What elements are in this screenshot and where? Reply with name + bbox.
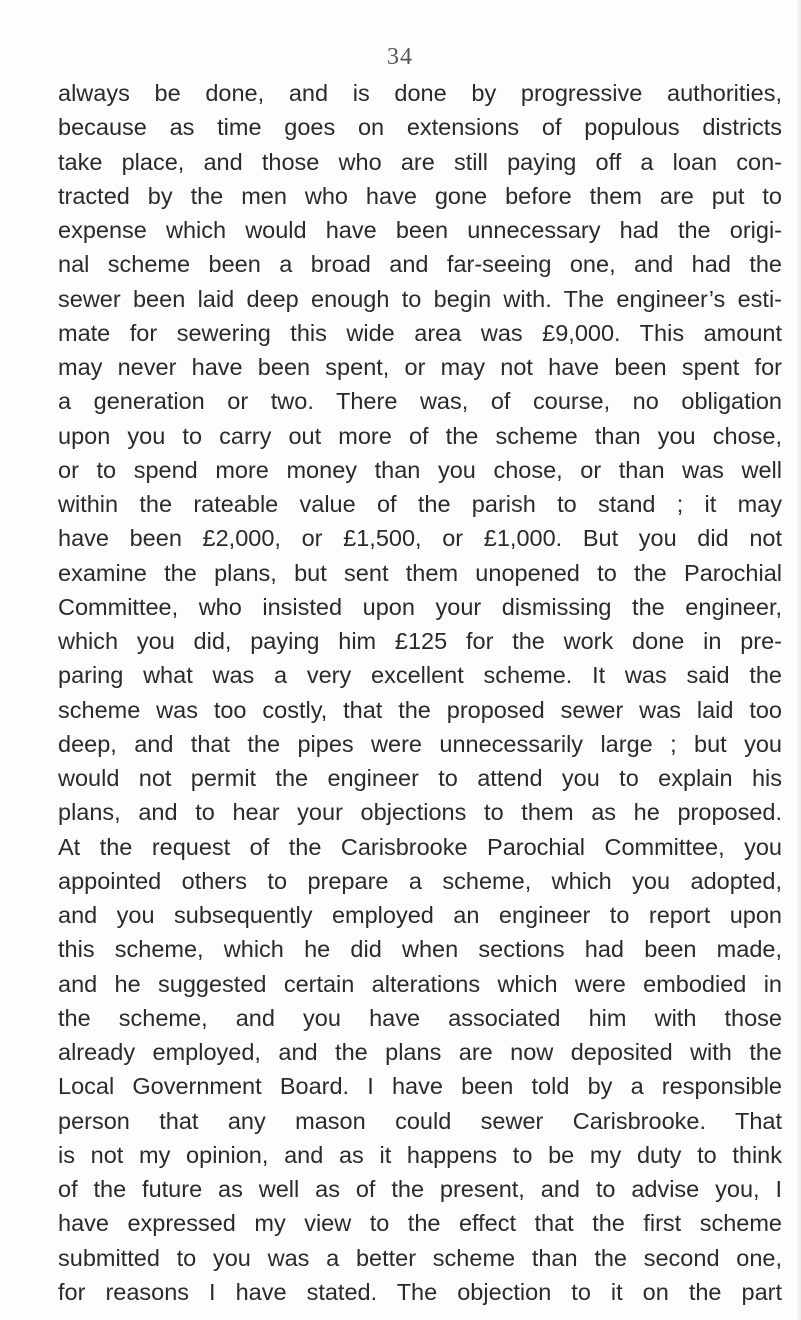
body-text <box>58 76 782 1309</box>
text-line: may never have been spent, or may not have been spent for <box>58 354 782 380</box>
text-line: and he suggested certain alterations which were embodied in <box>58 970 782 997</box>
text-line: plans, and to hear your objections to them as he proposed. <box>58 799 782 826</box>
text-line: take place, and those who are still paying off a loan con- <box>58 148 782 175</box>
text-line: would not permit the engineer to attend you to explain his <box>58 765 782 791</box>
text-line: submitted to you was a better scheme than the second one, <box>58 1244 782 1271</box>
page-number: 34 <box>387 44 413 70</box>
text-line: have expressed my view to the effect that the first scheme <box>58 1210 782 1237</box>
text-line: because as time goes on extensions of populous districts <box>58 114 782 141</box>
text-line: which you did, paying him £125 for the work done in pre- <box>58 628 782 654</box>
text-line: is not my opinion, and as it happens to be my duty to think <box>58 1141 782 1168</box>
text-line: already employed, and the plans are now deposited with the <box>58 1039 782 1065</box>
text-line: person that any mason could sewer Carisbrooke. That <box>58 1107 782 1134</box>
text-line: tracted by the men who have gone before them are put to <box>58 182 782 209</box>
text-line: Committee, who insisted upon your dismissing the engineer, <box>58 593 782 620</box>
text-line: and you subsequently employed an engineer to report upon <box>58 902 782 928</box>
text-line: of the future as well as of the present, and to advise you, I <box>58 1176 782 1202</box>
text-line: mate for sewering this wide area was £9,000. This amount <box>58 319 782 346</box>
text-line: a generation or two. There was, of course, no obligation <box>58 388 782 415</box>
text-line: paring what was a very excellent scheme. It was said the <box>58 662 782 689</box>
text-line: have been £2,000, or £1,500, or £1,000. But you did not <box>58 525 782 552</box>
text-line: expense which would have been unnecessary had the origi- <box>58 217 782 243</box>
page-edge-shadow <box>796 0 801 1320</box>
text-line: this scheme, which he did when sections had been made, <box>58 936 782 963</box>
text-line: scheme was too costly, that the proposed sewer was laid too <box>58 696 782 723</box>
text-line: sewer been laid deep enough to begin with. The engineer’s esti- <box>58 285 782 312</box>
text-line: always be done, and is done by progressive authorities, <box>58 80 782 106</box>
text-line: At the request of the Carisbrooke Parochial Committee, you <box>58 833 782 860</box>
text-line: appointed others to prepare a scheme, which you adopted, <box>58 867 782 894</box>
text-line: nal scheme been a broad and far-seeing one, and had the <box>58 251 782 278</box>
text-line: within the rateable value of the parish to stand ; it may <box>58 491 782 517</box>
text-line: for reasons I have stated. The objection to it on the part <box>58 1278 782 1305</box>
text-line: the scheme, and you have associated him with those <box>58 1004 782 1031</box>
text-line: upon you to carry out more of the scheme than you chose, <box>58 422 782 449</box>
text-line: Local Government Board. I have been told by a responsible <box>58 1073 782 1100</box>
text-line: examine the plans, but sent them unopened to the Parochial <box>58 559 782 586</box>
text-line: deep, and that the pipes were unnecessarily large ; but you <box>58 730 782 757</box>
text-line: or to spend more money than you chose, or than was well <box>58 456 782 483</box>
